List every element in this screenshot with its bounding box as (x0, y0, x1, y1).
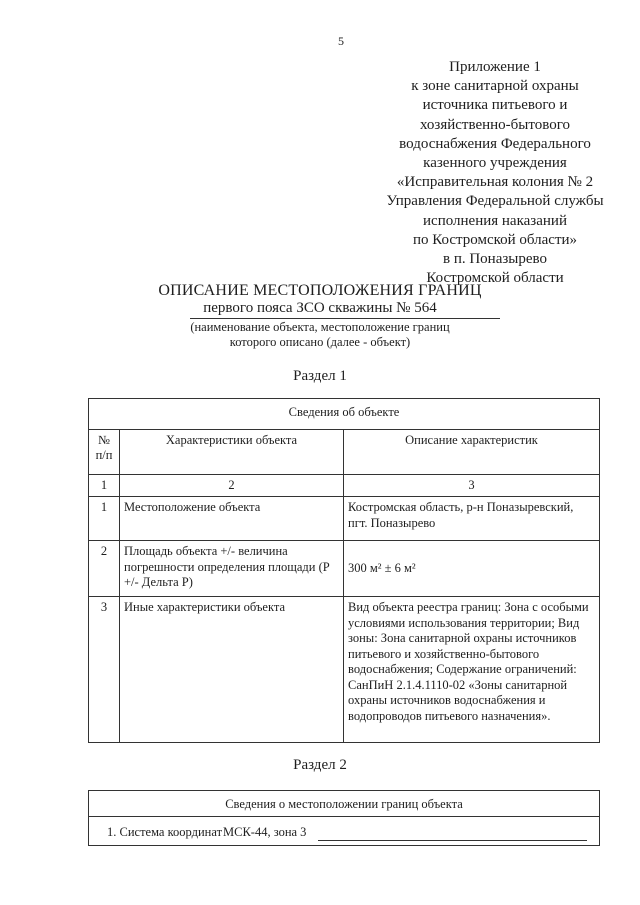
section2-heading: Раздел 2 (293, 757, 347, 773)
appendix-line: по Костромской области» (412, 231, 578, 248)
boundary-location-table (88, 790, 600, 846)
table-header-row (89, 429, 600, 474)
appendix-line: источника питьевого и (422, 97, 568, 114)
table-title-row (89, 399, 600, 430)
coord-system-cell (89, 817, 600, 846)
table-row (89, 817, 600, 846)
object-caption (0, 320, 640, 350)
row-name: Иные характеристики объекта (120, 597, 344, 743)
header-characteristic: Характеристики объекта (120, 429, 344, 474)
coord-system-value: МСК-44, зона 3 (223, 825, 307, 839)
column-number-row (89, 474, 600, 497)
table-title: Сведения о местоположении границ объекта (89, 791, 600, 817)
row-number: 2 (89, 541, 120, 597)
col-num: 3 (344, 474, 600, 497)
appendix-line: в п. Поназырево (442, 251, 548, 268)
appendix-line: Управления Федеральной службы (386, 193, 604, 210)
appendix-line: хозяйственно-бытового (419, 116, 571, 133)
object-underline (190, 318, 500, 319)
object-info-table (88, 398, 600, 743)
appendix-line: казенного учреждения (423, 155, 567, 172)
appendix-line: водоснабжения Федерального (399, 135, 591, 152)
row-desc: Костромская область, р-н Поназыревский, пгт. Поназырево (344, 497, 600, 541)
header-number: № п/п (89, 429, 120, 474)
coord-system-row (93, 823, 595, 841)
row-desc: 300 м² ± 6 м² (344, 541, 600, 597)
caption-line: которого описано (далее - объект) (229, 335, 411, 349)
table-title-row (89, 791, 600, 817)
coord-system-label: 1. Система координат (107, 825, 223, 839)
table-row (89, 497, 600, 541)
caption-line: (наименование объекта, местоположение границ (190, 320, 450, 334)
table-row (89, 541, 600, 597)
row-desc: Вид объекта реестра границ: Зона с особыми условиями использования территории; Вид зоны: Зона санитарной охраны источников питьевого и хозяйственно-бытового водоснабжения; Содержание ограничений: СанПиН 2.1.4.1110-02 «Зоны санитарной охраны источников водоснабжения и водопроводов питьевого назначения». (344, 597, 600, 743)
appendix-header (330, 58, 640, 288)
page-number: 5 (338, 34, 344, 48)
section1-heading: Раздел 1 (293, 368, 347, 384)
appendix-line: Приложение 1 (449, 59, 541, 75)
row-name: Местоположение объекта (120, 497, 344, 541)
header-description: Описание характеристик (344, 429, 600, 474)
object-name: первого пояса ЗСО скважины № 564 (203, 300, 437, 316)
appendix-line: исполнения наказаний (423, 212, 567, 229)
appendix-line: Костромской области (426, 270, 564, 287)
appendix-line: к зоне санитарной охраны (411, 78, 579, 95)
table-row (89, 597, 600, 743)
row-number: 1 (89, 497, 120, 541)
coord-underline (318, 840, 587, 841)
document-title: ОПИСАНИЕ МЕСТОПОЛОЖЕНИЯ ГРАНИЦ (158, 282, 482, 299)
col-num: 2 (120, 474, 344, 497)
table-title: Сведения об объекте (89, 399, 600, 430)
row-name: Площадь объекта +/- величина погрешности определения площади (P +/- Дельта P) (120, 541, 344, 597)
appendix-line: «Исправительная колония № 2 (396, 174, 594, 191)
row-number: 3 (89, 597, 120, 743)
col-num: 1 (89, 474, 120, 497)
